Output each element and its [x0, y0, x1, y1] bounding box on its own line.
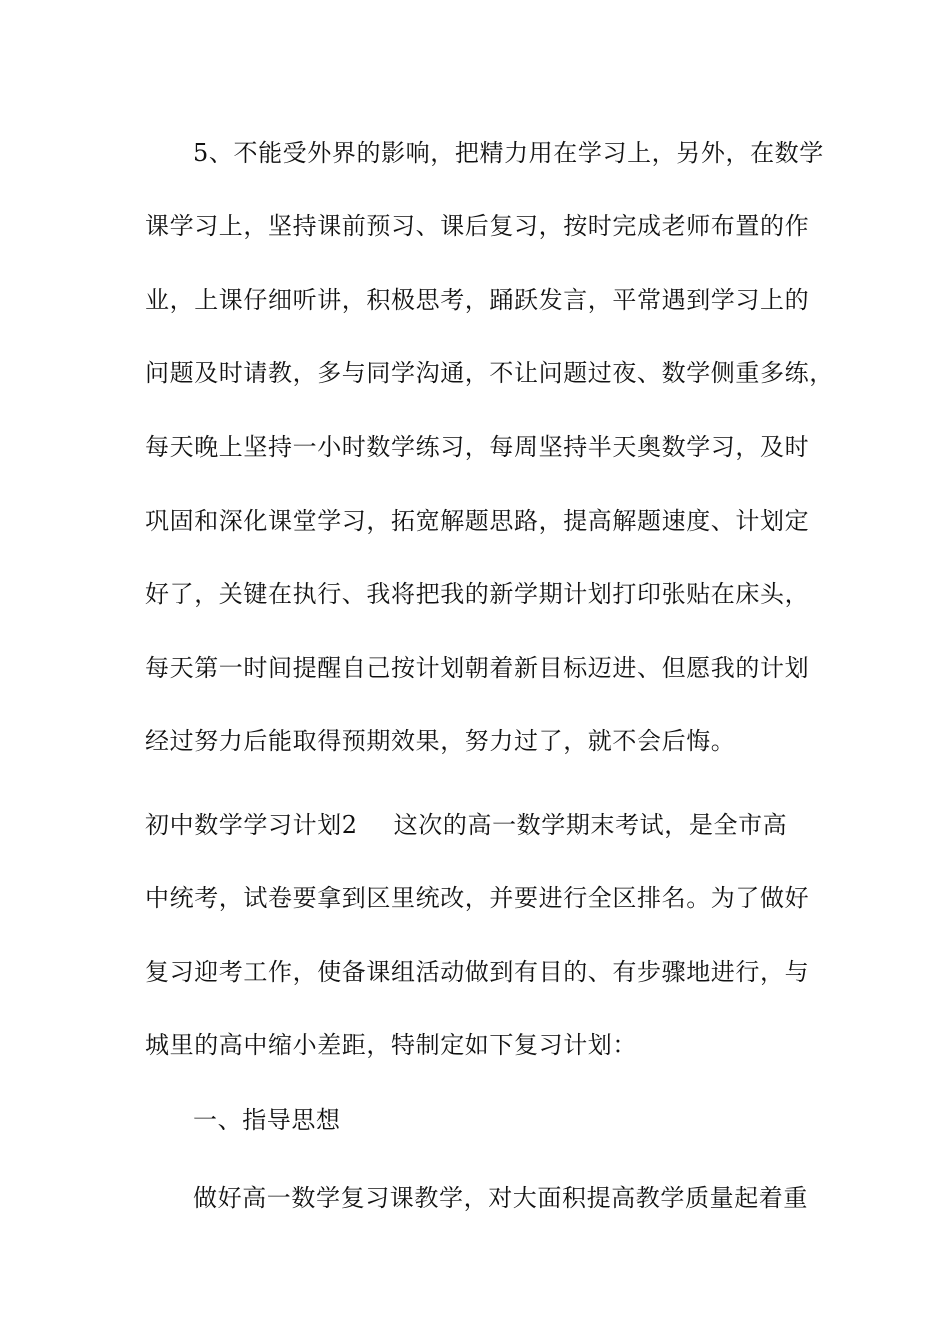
paragraph-line: 好了，关键在执行、我将把我的新学期计划打印张贴在床头， — [145, 580, 810, 608]
paragraph-line: 经过努力后能取得预期效果，努力过了，就不会后悔。 — [145, 727, 736, 755]
paragraph-line: 每天晚上坚持一小时数学练习，每周坚持半天奥数学习，及时 — [145, 433, 810, 461]
paragraph-line: 中统考，试卷要拿到区里统改，并要进行全区排名。为了做好 — [145, 884, 810, 912]
paragraph-line: 巩固和深化课堂学习，拓宽解题思路，提高解题速度、计划定 — [145, 507, 810, 535]
paragraph-line: 业，上课仔细听讲，积极思考，踊跃发言，平常遇到学习上的 — [145, 286, 810, 314]
subheading: 一、指导思想 — [193, 1106, 341, 1134]
paragraph-line: 每天第一时间提醒自己按计划朝着新目标迈进、但愿我的计划 — [145, 654, 810, 682]
paragraph-line: 5、不能受外界的影响，把精力用在学习上，另外，在数学 — [193, 139, 824, 167]
section-heading: 初中数学学习计划2 — [145, 811, 358, 839]
paragraph-line: 课学习上，坚持课前预习、课后复习，按时完成老师布置的作 — [145, 212, 810, 240]
paragraph-line: 复习迎考工作，使备课组活动做到有目的、有步骤地进行，与 — [145, 958, 810, 986]
paragraph-line: 问题及时请教，多与同学沟通，不让问题过夜、数学侧重多练， — [145, 359, 834, 387]
section-first-line: 这次的高一数学期末考试，是全市高 — [393, 811, 788, 839]
paragraph-line: 做好高一数学复习课教学，对大面积提高教学质量起着重 — [193, 1184, 808, 1212]
section-heading-line — [145, 810, 787, 840]
paragraph-line: 城里的高中缩小差距，特制定如下复习计划： — [145, 1031, 637, 1059]
